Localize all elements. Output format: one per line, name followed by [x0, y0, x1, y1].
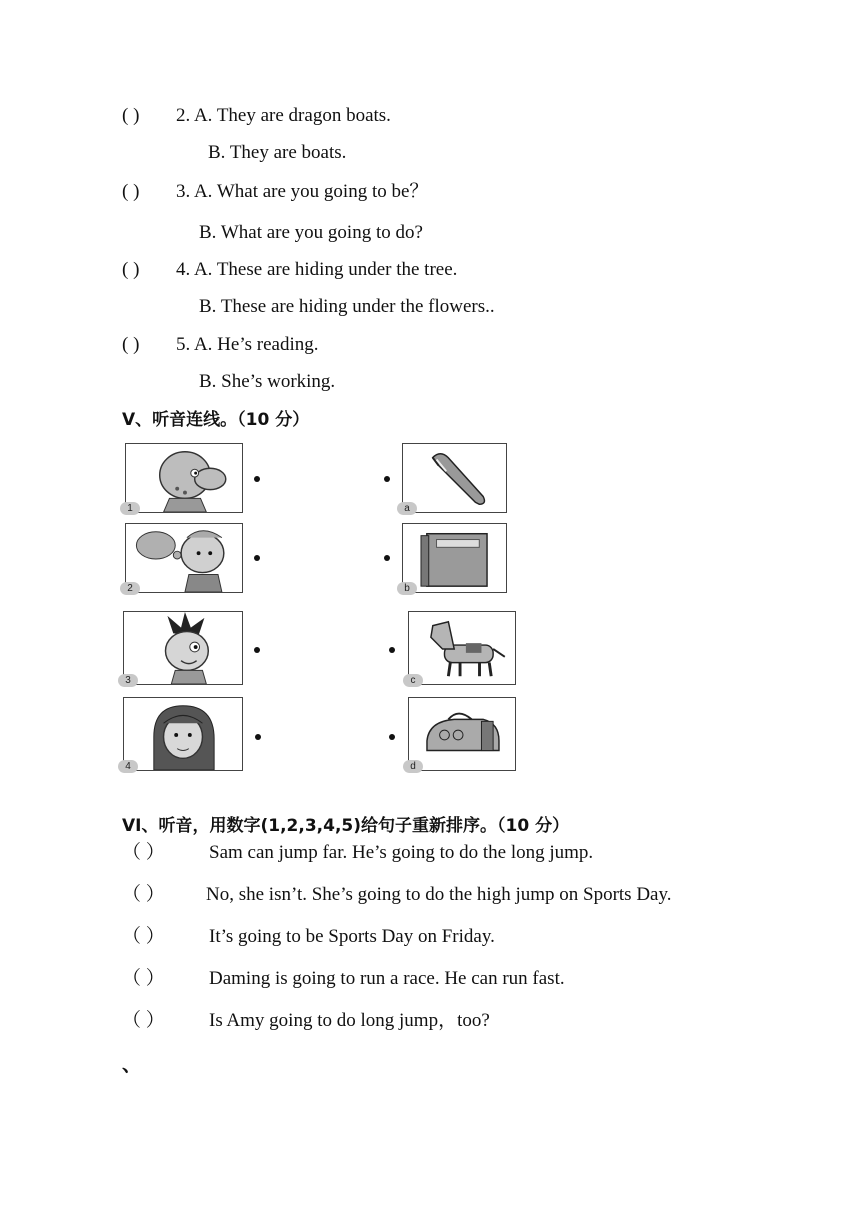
answer-paren[interactable]: （ ）: [122, 968, 165, 989]
picture-label: 2: [120, 582, 140, 595]
answer-paren: ( ): [122, 181, 140, 202]
section-vi-heading: VI、听音，用数字(1,2,3,4,5)给句子重新排序。（10 分）: [122, 816, 570, 836]
option-a: 2. A. They are dragon boats.: [176, 105, 391, 126]
book-icon: [403, 524, 506, 592]
picture-label: 1: [120, 502, 140, 515]
picture-d: [408, 697, 516, 771]
answer-paren: ( ): [122, 334, 140, 355]
option-a: 3. A. What are you going to be？: [176, 181, 429, 202]
match-dot-left-1[interactable]: [254, 476, 260, 482]
boy-thinking-icon: [126, 524, 242, 592]
match-dot-right-a[interactable]: [384, 476, 390, 482]
option-a: 5. A. He’s reading.: [176, 334, 319, 355]
boy-face-icon: [126, 444, 242, 512]
horse-toy-icon: [409, 612, 515, 684]
sentence-text: Sam can jump far. He’s going to do the long jump.: [209, 842, 594, 863]
sentence-text: No, she isn’t. She’s going to do the high jump on Sports Day.: [206, 884, 672, 905]
picture-3: [123, 611, 243, 685]
match-dot-left-4[interactable]: [255, 734, 261, 740]
sentence-text: Is Amy going to do long jump，too?: [209, 1010, 490, 1031]
picture-label: b: [397, 582, 417, 595]
picture-4: [123, 697, 243, 771]
picture-label: 4: [118, 760, 138, 773]
sentence-text: Daming is going to run a race. He can run fast.: [209, 968, 565, 989]
picture-c: [408, 611, 516, 685]
picture-a: [402, 443, 507, 513]
picture-label: a: [397, 502, 417, 515]
option-b: B. These are hiding under the flowers..: [199, 296, 495, 317]
answer-paren[interactable]: （ ）: [122, 884, 165, 905]
match-dot-right-c[interactable]: [389, 647, 395, 653]
match-dot-left-3[interactable]: [254, 647, 260, 653]
picture-b: [402, 523, 507, 593]
girl-face-icon: [124, 698, 242, 770]
answer-paren[interactable]: （ ）: [122, 926, 165, 947]
answer-paren[interactable]: （ ）: [122, 842, 165, 863]
picture-1: [125, 443, 243, 513]
trailing-mark: 、: [122, 1055, 142, 1076]
boy-spiky-hair-icon: [124, 612, 242, 684]
section-v-heading: V、听音连线。（10 分）: [122, 410, 310, 430]
bag-icon: [409, 698, 515, 770]
match-dot-left-2[interactable]: [254, 555, 260, 561]
picture-label: d: [403, 760, 423, 773]
picture-label: 3: [118, 674, 138, 687]
match-dot-right-d[interactable]: [389, 734, 395, 740]
picture-2: [125, 523, 243, 593]
answer-paren[interactable]: （ ）: [122, 1010, 165, 1031]
answer-paren: ( ): [122, 105, 140, 126]
pen-icon: [403, 444, 506, 512]
option-b: B. She’s working.: [199, 371, 336, 392]
option-a: 4. A. These are hiding under the tree.: [176, 259, 458, 280]
sentence-text: It’s going to be Sports Day on Friday.: [209, 926, 495, 947]
option-b: B. They are boats.: [208, 142, 347, 163]
picture-label: c: [403, 674, 423, 687]
answer-paren: ( ): [122, 259, 140, 280]
match-dot-right-b[interactable]: [384, 555, 390, 561]
option-b: B. What are you going to do?: [199, 222, 423, 243]
